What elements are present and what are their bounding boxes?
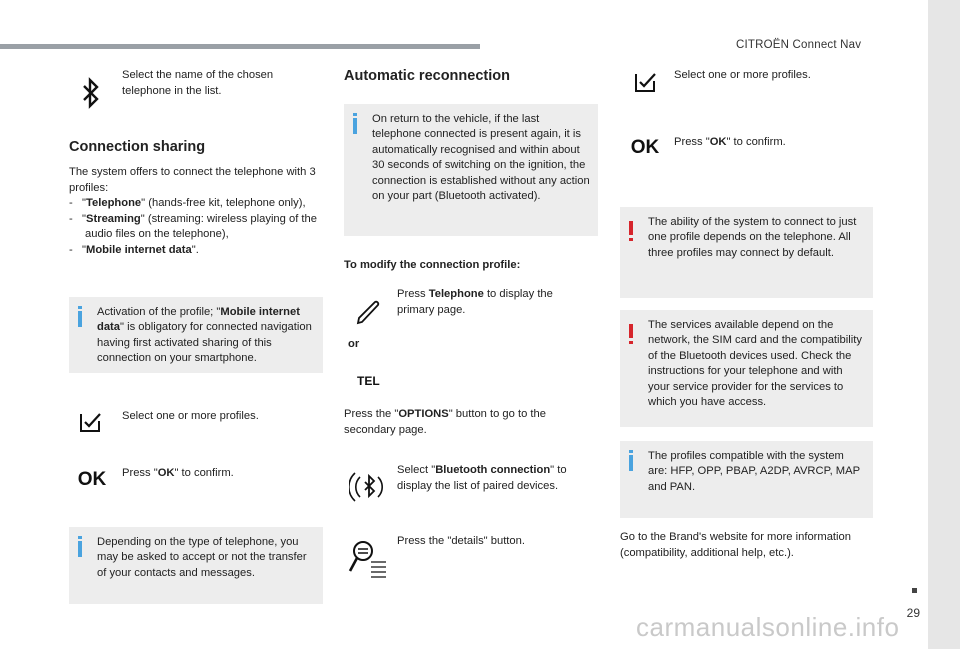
details-text: Press the "details" button. [397,535,525,547]
modify-profile-heading: To modify the connection profile: [344,259,521,271]
select-name-text: Select the name of the chosen telephone in the list. [122,69,274,97]
header-title: CITROËN Connect Nav [736,39,862,51]
press-ok-text: Press "OK" to confirm. [122,467,234,479]
info-icon [78,541,82,557]
telephone-icon [352,296,384,328]
ok-button-icon: OK [77,469,107,490]
or-label: or [348,338,360,350]
info-icon [629,455,633,471]
header-rule [0,44,480,49]
next-page-marker [912,588,917,593]
warning-box-services: The services available depend on the network, the SIM card and the compatibility of the Bluetooth devices used. Check the instructions for your telephone and with your service provider for the services to which you have access. [620,310,873,427]
profile-item: - "Mobile internet data". [69,243,199,256]
brand-website-text: Go to the Brand's website for more information (compatibility, additional help, etc.). [620,531,851,559]
details-icon [346,534,390,580]
select-profiles-text: Select one or more profiles. [122,410,259,422]
watermark: carmanualsonline.info [636,612,900,642]
press-ok-text: Press "OK" to confirm. [674,136,786,148]
profile-item: - "Telephone" (hands-free kit, telephone only), [69,197,306,210]
page-number: 29 [906,606,920,620]
press-telephone-text: Press Telephone to display the primary page. [397,288,553,316]
automatic-reconnection-title: Automatic reconnection [344,68,510,84]
options-text: Press the "OPTIONS" button to go to the secondary page. [344,408,546,436]
bluetooth-connection-text: Select "Bluetooth connection" to display the list of paired devices. [397,464,567,492]
warning-icon [629,221,633,235]
tel-button-icon: TEL [357,374,380,388]
info-icon [353,118,357,134]
select-profiles-text: Select one or more profiles. [674,69,811,81]
bluetooth-icon [78,76,104,110]
side-strip [928,0,960,649]
info-box-transfer: Depending on the type of telephone, you may be asked to accept or not the transfer of your contacts and messages. [69,527,323,604]
profile-item: - "Streaming" (streaming: wireless playing of the audio files on the telephone), [69,212,317,241]
checkbox-icon [77,408,105,436]
info-box-mobile-data: Activation of the profile; "Mobile internet data" is obligatory for connected navigation having first activated sharing of this connection on your smartphone. [69,297,323,373]
info-box-compatible-profiles: The profiles compatible with the system are: HFP, OPP, PBAP, A2DP, AVRCP, MAP and PAN. [620,441,873,518]
ok-button-icon: OK [630,137,660,158]
info-icon [78,311,82,327]
warning-icon [629,324,633,338]
checkbox-icon [632,68,660,96]
connection-sharing-title: Connection sharing [69,139,206,155]
bluetooth-connection-icon [348,466,390,508]
connection-sharing-intro: The system offers to connect the telephone with 3 profiles: [69,166,316,194]
warning-box-profiles: The ability of the system to connect to just one profile depends on the telephone. All three profiles may connect by default. [620,207,873,298]
connection-sharing-body [69,165,325,259]
info-box-reconnection: On return to the vehicle, if the last telephone connected is present again, it is automatically recognised and within about 30 seconds of switching on the ignition, the connection is established without any action on your part (Bluetooth activated). [344,104,598,236]
